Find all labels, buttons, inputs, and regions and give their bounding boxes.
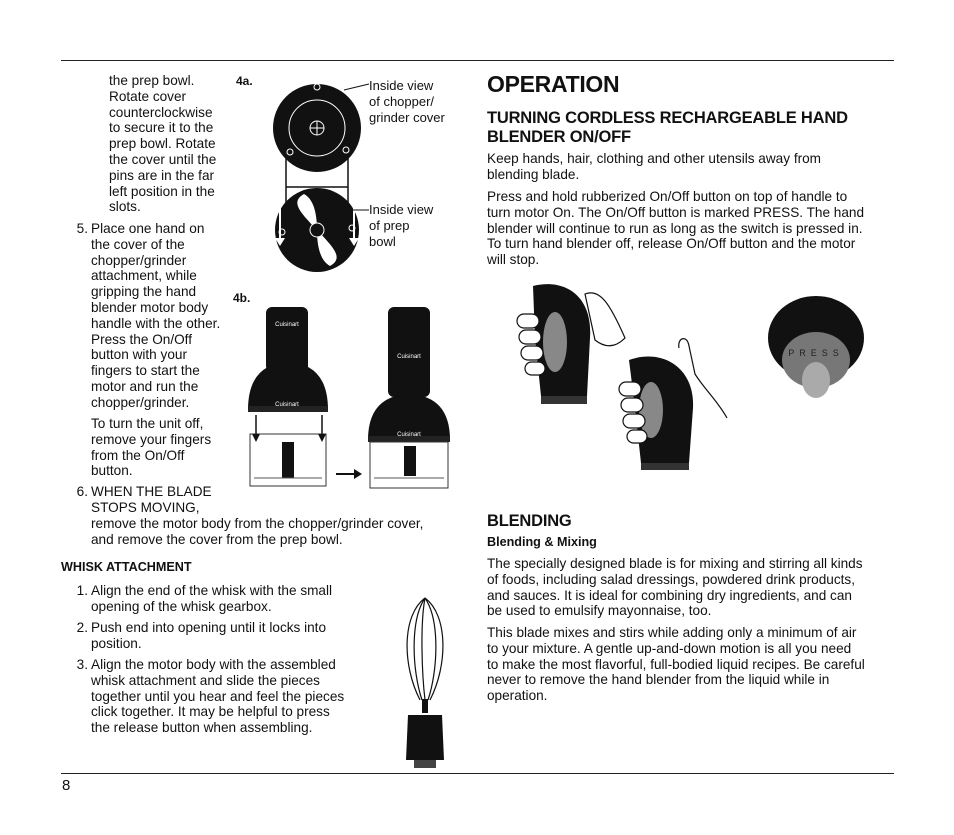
hand-blender-on-off-illustration bbox=[505, 278, 895, 478]
whisk-step3-number: 3. bbox=[76, 657, 88, 672]
fig-4a-bottom-caption: Inside view of prep bowl bbox=[369, 202, 434, 249]
bottom-rule bbox=[61, 773, 894, 774]
page-title: OPERATION bbox=[487, 71, 620, 97]
fig-4b-left-base-brand: Cuisinart bbox=[275, 402, 299, 408]
whisk-attachment-figure bbox=[400, 595, 450, 773]
fig-4a-top-caption: Inside view of chopper/ grinder cover bbox=[369, 78, 445, 125]
figure-4a-chopper-cover-and-bowl bbox=[260, 72, 370, 282]
step5-number: 5. bbox=[76, 221, 88, 236]
fig-4b-right-base-brand: Cuisinart bbox=[397, 432, 421, 438]
fig-4b-left-brand: Cuisinart bbox=[275, 322, 299, 328]
step6-text-a: WHEN THE BLADE STOPS MOVING, bbox=[91, 484, 212, 515]
whisk-step2-text: Push end into opening until it locks into position. bbox=[91, 620, 327, 651]
whisk-step3-text: Align the motor body with the assembled whisk attachment and slide the pieces together until you hear and feel the pieces click together. It may be helpful to press the release button when assembling. bbox=[91, 657, 345, 736]
step6-number: 6. bbox=[76, 484, 88, 499]
whisk-step1-number: 1. bbox=[76, 583, 88, 598]
fig-4b-label: 4b. bbox=[233, 291, 251, 305]
whisk-step1-text: Align the end of the whisk with the small opening of the whisk gearbox. bbox=[91, 583, 333, 614]
whisk-step2-number: 2. bbox=[76, 620, 88, 635]
section-on-off-heading: TURNING CORDLESS RECHARGEABLE HAND BLENDER ON/OFF bbox=[487, 109, 848, 146]
figure-4b-chopper-removal bbox=[244, 302, 469, 497]
blending-mixing-subheading: Blending & Mixing bbox=[487, 535, 597, 549]
step5-off-text: To turn the unit off, remove your fingers from the On/Off button. bbox=[91, 416, 212, 479]
top-rule bbox=[61, 60, 894, 61]
step6-text-b: remove the motor body from the chopper/grinder cover, and remove the cover from the prep bowl. bbox=[91, 516, 424, 547]
step4-continuation: the prep bowl. Rotate cover counterclockwise to secure it to the prep bowl. Rotate the cover until the pins are in the far left position in the slots. bbox=[109, 73, 217, 215]
press-button-label: PRESS bbox=[788, 348, 844, 358]
on-off-paragraph-2: Press and hold rubberized On/Off button on top of handle to turn motor On. The On/Off button is marked PRESS. The hand blender will continue to run as long as the switch is pressed in. To turn hand blender off, release On/Off button and the motor will stop. bbox=[487, 189, 865, 268]
fig-4a-label: 4a. bbox=[236, 74, 253, 88]
on-off-paragraph-1: Keep hands, hair, clothing and other utensils away from blending blade. bbox=[487, 151, 822, 182]
page-number: 8 bbox=[62, 777, 71, 794]
whisk-heading: WHISK ATTACHMENT bbox=[61, 560, 192, 574]
blending-heading: BLENDING bbox=[487, 512, 572, 530]
blending-paragraph-1: The specially designed blade is for mixing and stirring all kinds of foods, including salad dressings, powdered drink products, and sauces. It is ideal for combining dry ingredients, and can be used to emulsify mayonnaise, too. bbox=[487, 556, 863, 619]
step5-text: Place one hand on the cover of the chopper/grinder attachment, while gripping the hand blender motor body handle with the other. Press the On/Off button with your fingers to start the motor and run the chopper/grinder. bbox=[91, 221, 221, 410]
fig-4b-right-brand: Cuisinart bbox=[397, 354, 421, 360]
blending-paragraph-2: This blade mixes and stirs while adding only a minimum of air to your mixture. A gentle up-and-down motion is all you need to make the most flavorful, full-bodied liquid recipes. Be careful never to remove the hand blender from the liquid while in operation. bbox=[487, 625, 865, 704]
